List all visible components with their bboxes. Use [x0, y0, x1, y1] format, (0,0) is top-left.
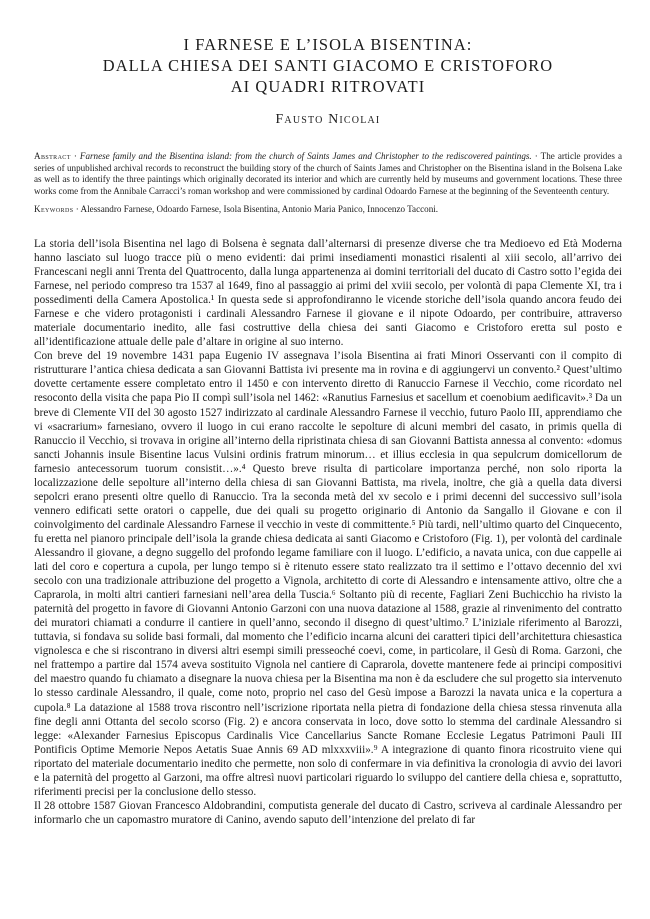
- title-line: I FARNESE E L’ISOLA BISENTINA:: [183, 35, 473, 54]
- article-page: [34, 34, 622, 827]
- article-body: [34, 237, 622, 827]
- author-name: Fausto Nicolai: [275, 111, 381, 126]
- title-line: DALLA CHIESA DEI SANTI GIACOMO E CRISTOFORO: [102, 56, 554, 75]
- body-paragraph: Con breve del 19 novembre 1431 papa Eugenio IV assegnava l’isola Bisentina ai frati Minori Osservanti con il compito di ristrutturare l’antica chiesa dedicata a san Giovanni Battista ivi presente ma in rovina e di aggiungervi un convento.² Quest’ultimo dovette certamente essere completato entro il 1450 e con intervento diretto di Ranuccio Farnese il Vecchio, come ricordato nel resoconto della visita che papa Pio II compì sull’isola nel 1462: «Ranutius Farnesius et sacellum et coenobium aedificavit».³ Da un breve di Clemente VII del 30 agosto 1527 indirizzato al cardinale Alessandro Farnese il vecchio, futuro Paolo III, apprendiamo che vi «sacrarium» farnesiano, ovvero il luogo in cui erano raccolte le sepolture di alcuni membri del casato, in primis quella di Ranuccio il Vecchio, si trovava in origine all’interno della ripristinata chiesa di san Giovanni Battista annessa al convento: «domus sancti Johannis insule Bisentine lacus Vulsini ordinis fratrum minorum… et illius ecclesia in qua sepulcrum domicellorum de farnesio antecessorum tuorum consistit…».⁴ Questo breve risulta di particolare importanza perché, non solo riporta la localizzazione delle sepolture all’interno della chiesa di san Giovanni Battista, ma rivela, inoltre, che già a quella data diversi sepolcri erano presenti oltre quello di Ranuccio. Tra la seconda metà del xv secolo e i primi decenni del successivo sull’isola vennero edificati sette oratori o cappelle, due dei quali su progetto originario di Antonio da Sangallo il Giovane e con il coinvolgimento del cardinale Alessandro Farnese il vecchio in veste di committente.⁵ Più tardi, nell’ultimo quarto del Cinquecento, fu eretta nel pianoro principale dell’isola la grande chiesa dedicata ai santi Giacomo e Cristoforo (Fig. 1), per volontà del cardinale Alessandro il giovane, a degno suggello del profondo legame familiare con il luogo. L’edificio, a navata unica, con due cappelle ai lati del coro e copertura a cupola, per lungo tempo si è ritenuto essere stato realizzato tra il settimo e l’ottavo decennio del xvi secolo con una tradizionale attribuzione del progetto a Vignola, architetto di corte di Alessandro e intensamente attivo, oltre che a Caprarola, in molti altri cantieri farnesiani nell’area della Tuscia.⁶ Soltanto più di recente, Fagliari Zeni Buchicchio ha rivisto la paternità del progetto in favore di Giovanni Antonio Garzoni con una nuova datazione al 1588, grazie al rinvenimento del contratto dei muratori chiamati a condurre il cantiere in quell’anno, secondo il disegno di quest’ultimo.⁷ L’iniziale riferimento al Barozzi, tuttavia, si fondava su solide basi formali, dal momento che l’edificio incarna alcuni dei caratteri tipici dell’architettura chiesastica vignolesca e che si riscontrano in diversi altri esempi simili presseoché coevi, come, in particolare, il Gesù di Roma. Garzoni, che nel frattempo a partire dal 1574 aveva sostituito Vignola nel cantiere di Caprarola, dovette mantenere fede ai principi compositivi del maestro quando fu chiamato a disegnare la nuova chiesa per la Bisentina ma non è da escludere che sul progetto sia intervenuto lo stesso cardinale Alessandro, il quale, come noto, proprio nel caso del Gesù impose a Barozzi la navata unica e la copertura a cupola.⁸ La datazione al 1588 trova riscontro nell’iscrizione riportata nella pietra di fondazione della chiesa stessa rinvenuta alla fine degli anni Ottanta del secolo scorso (Fig. 2) e ancora conservata in loco, dove sotto lo stemma del cardinale Alessandro si legge: «Alexander Farnesius Episcopus Cardinalis Vice Cancellarius Sancte Romane Ecclesie Legatus Patrimoni Pauli III Pontificis Optime Memorie Nepos Aetatis Suae Annis 69 AD mlxxxviii».⁹ A integrazione di quanto finora ricostruito viene qui riportato del materiale documentario inedito che permette, non solo di confermare in via definitiva la cronologia di avvio dei lavori e la paternità del progetto al Garzoni, ma offre altresì nuovi particolari riguardo lo sviluppo del cantiere della chiesa e, soprattutto, riferimenti precisi per la conclusione dello stesso.: [34, 350, 622, 798]
- title-line: AI QUADRI RITROVATI: [230, 77, 426, 96]
- abstract: Abstract · Farnese family and the Bisentina island: from the church of Saints James and Christopher to the rediscovered paintings. · The article provides a series of unpublished archival records to reconstruct the building story of the church of Saints James and Christopher on the Bisentina island in the Bolsena Lake as well as to identify the three paintings which originally decorated its interior and which are currently held by museums and government locations. These three works come from the Annibale Carracci’s roman workshop and were commissioned by cardinal Odoardo Farnese at the beginning of the Seventeenth century.: [34, 151, 623, 196]
- abstract-title-en: Farnese family and the Bisentina island: from the church of Saints James and Christopher to the rediscovered paintings.: [79, 151, 532, 161]
- keywords: Keywords · Alessandro Farnese, Odoardo Farnese, Isola Bisentina, Antonio Maria Panico, Innocenzo Tacconi.: [34, 204, 439, 215]
- body-paragraph: Il 28 ottobre 1587 Giovan Francesco Aldobrandini, computista generale del ducato di Castro, scriveva al cardinale Alessandro per informarlo che un capomastro muratore di Canino, avendo saputo dell’intenzione del prelato di far: [34, 799, 622, 826]
- abstract-label: Abstract: [34, 151, 71, 161]
- keywords-label: Keywords: [34, 204, 74, 215]
- body-paragraph: La storia dell’isola Bisentina nel lago di Bolsena è segnata dall’alternarsi di presenze diverse che tra Medioevo ed Età Moderna hanno lasciato sul luogo tracce più o meno evidenti: dai primi insediamenti monastici risalenti al xiii secolo, all’arrivo dei Francescani negli anni Trenta del Quattrocento, dalla lunga appartenenza ai domini territoriali del ducato di Castro sotto l’egida dei Farnese, nel periodo compreso tra 1537 al 1649, fino al passaggio ai primi del xviii secolo, per volontà di papa Clemente XI, tra i possedimenti della Camera Apostolica.¹ In questa sede si approfondiranno le vicende storiche dell’isola quando ancora feudo dei Farnese e che videro protagonisti i cardinali Alessandro Farnese il giovane e il nipote Odoardo, per contribuire, attraverso materiale documentario inedito, alle fasi costruttive della chiesa dei santi Giacomo e Cristoforo eretta sul posto e all’identificazione attuale delle pale d’altare in origine al suo interno.: [34, 237, 622, 349]
- keywords-text: Alessandro Farnese, Odoardo Farnese, Isola Bisentina, Antonio Maria Panico, Innocenzo Tacconi.: [80, 204, 439, 215]
- abstract-text: The article provides a series of unpublished archival records to reconstruct the building story of the church of Saints James and Christopher on the Bisentina island in the Bolsena Lake as well as to identify the three paintings which originally decorated its interior and which are currently held by museums and government locations. These three works come from the Annibale Carracci’s roman workshop and were commissioned by cardinal Odoardo Farnese at the beginning of the Seventeenth century.: [34, 151, 623, 196]
- article-title: [34, 34, 622, 97]
